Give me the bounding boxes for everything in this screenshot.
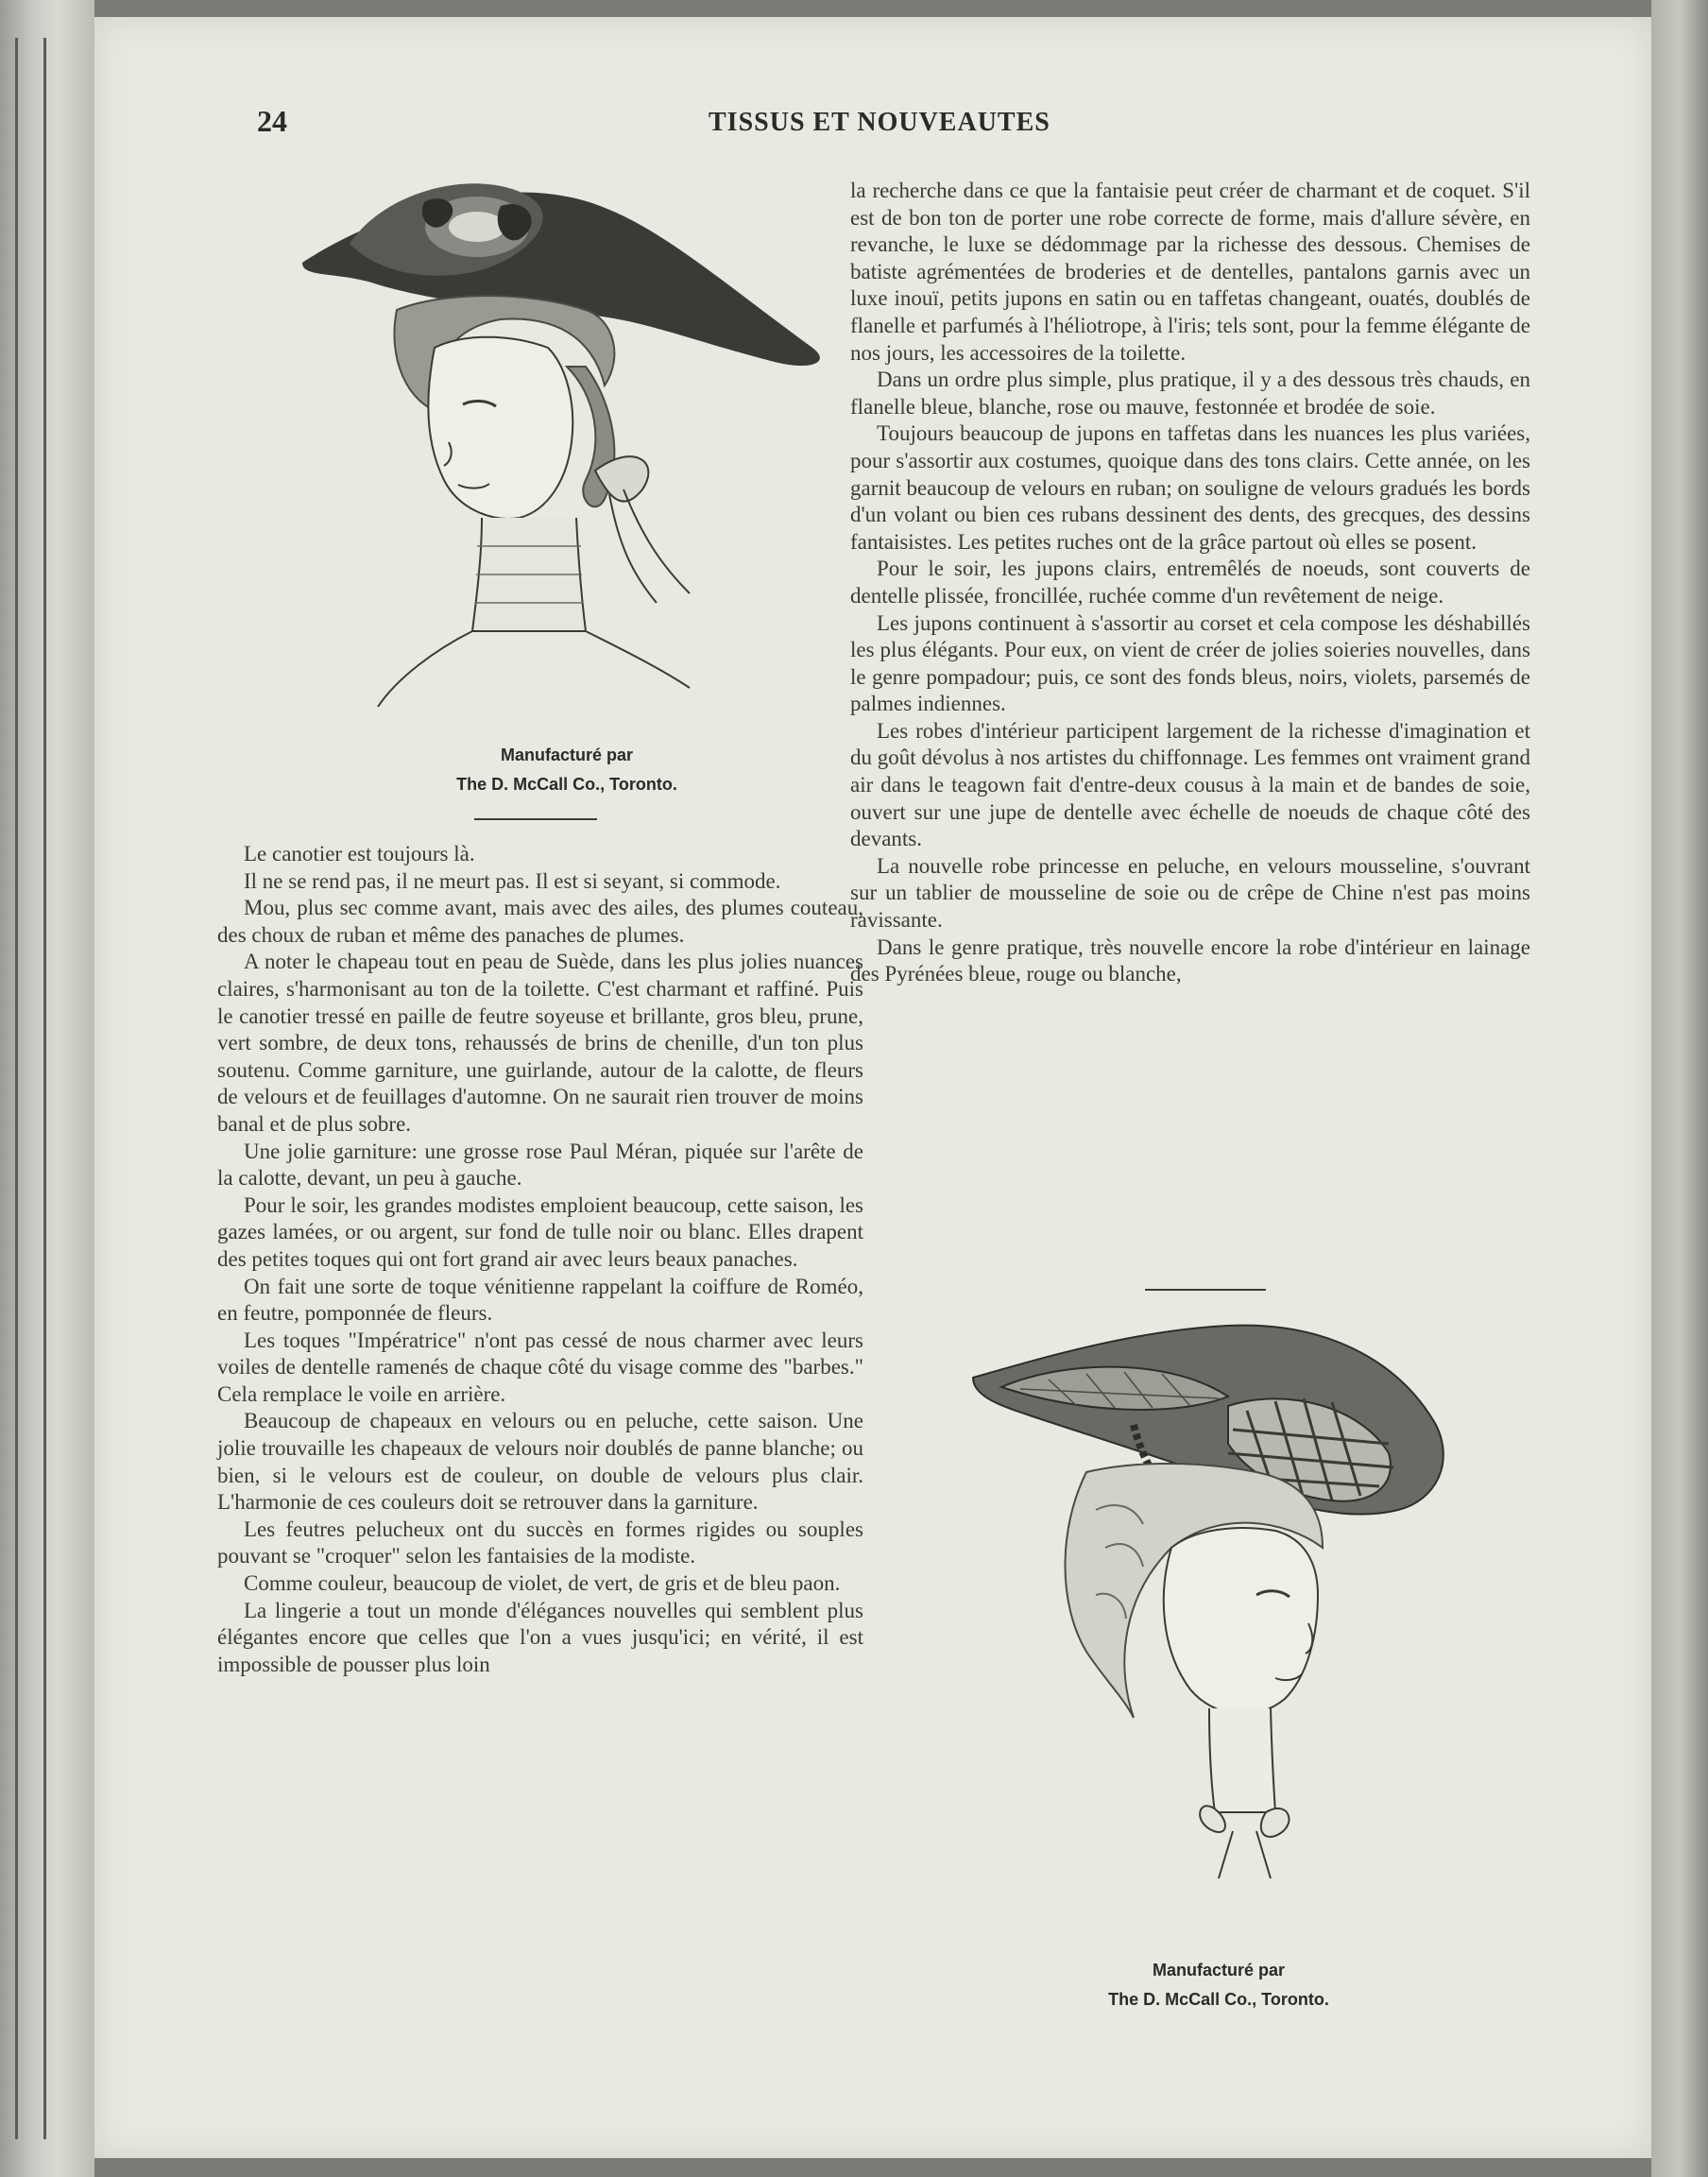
paragraph: Beaucoup de chapeaux en velours ou en peluche, cette saison. Une jolie trouvaille les chapeaux de velours noir doublés de panne blanche; ou bien, si le velours est de couleur, on double de velours plus clair. L'harmonie de ces couleurs doit se retrouver dans la garniture. (217, 1409, 863, 1515)
hat-illustration-bottom (945, 1321, 1474, 1888)
paragraph: La nouvelle robe princesse en peluche, en velours mousseline, s'ouvrant sur un tablier de mousseline de soie ou de crêpe de Chine n'est pas moins ravissante. (850, 853, 1530, 933)
paragraph: Comme couleur, beaucoup de violet, de vert, de gris et de bleu paon. (244, 1571, 841, 1596)
paragraph: Les toques "Impératrice" n'ont pas cessé de nous charmer avec leurs voiles de dentelle ramenés de chaque côté du visage comme des "barbes." Cela remplace le voile en arrière. (217, 1328, 863, 1406)
paragraph: On fait une sorte de toque vénitienne rappelant la coiffure de Roméo, en feutre, pomponnée de fleurs. (217, 1274, 863, 1326)
binding-edge-left (0, 0, 94, 2177)
right-column-text (850, 178, 1530, 988)
paragraph: Dans le genre pratique, très nouvelle encore la robe d'intérieur en lainage des Pyrénées bleue, rouge ou blanche, (850, 934, 1530, 986)
hat-illustration-top (283, 159, 850, 726)
paragraph: la recherche dans ce que la fantaisie peut créer de charmant et de coquet. S'il est de bon ton de porter une robe correcte de forme, mais d'allure sévère, en revanche, le luxe se dédommage par la richesse des dessous. Chemises de batiste agrémentées de broderies et de dentelles, pantalons garnis avec un luxe inouï, petits jupons en satin ou en taffetas changeant, ouatés, doublés de flanelle et parfumés à l'héliotrope, à l'iris; tels sont, pour la femme élégante de nos jours, les accessoires de la toilette. (850, 179, 1530, 365)
paragraph: Le canotier est toujours là. (244, 842, 475, 866)
paragraph: Les feutres pelucheux ont du succès en formes rigides ou souples pouvant se "croquer" selon les fantaisies de la modiste. (217, 1517, 863, 1568)
magazine-page (94, 17, 1651, 2158)
paragraph: Les robes d'intérieur participent largement de la richesse d'imagination et du goût dévolus à nos artistes du chiffonnage. Les femmes ont vraiment grand air dans le teagown fait d'entre-deux cousus à la main et de bandes de soie, ouvert sur une jupe de dentelle avec échelle de noeuds de chaque côté des devants. (850, 718, 1530, 851)
binding-line (15, 38, 18, 2139)
woman-with-feathered-hat-illustration (283, 159, 850, 726)
paragraph: Pour le soir, les jupons clairs, entremêlés de noeuds, sont couverts de dentelle plissée, froncillée, ruchée comme d'un revêtement de neige. (850, 557, 1530, 608)
paragraph: Une jolie garniture: une grosse rose Paul Méran, piquée sur l'arête de la calotte, devant, un peu à gauche. (217, 1139, 863, 1191)
paragraph: Les jupons continuent à s'assortir au corset et cela compose les déshabillés les plus élégants. Pour eux, on vient de créer de jolies soieries nouvelles, dans le genre pompadour; puis, ce sont des fonds bleus, noirs, violets, parsemés de palmes indiennes. (850, 610, 1530, 716)
caption-bottom-line2: The D. McCall Co., Toronto. (1108, 1990, 1329, 2009)
caption-bottom (1039, 1956, 1398, 2014)
page-number: 24 (257, 104, 287, 138)
woman-with-plaid-toque-illustration (945, 1321, 1474, 1888)
left-column-text (217, 841, 863, 1678)
binding-edge-right (1651, 0, 1708, 2177)
caption-top (378, 741, 756, 799)
paragraph: Il ne se rend pas, il ne meurt pas. Il est si seyant, si commode. (244, 868, 781, 893)
caption-rule-top (474, 818, 597, 820)
running-head-title: TISSUS ET NOUVEAUTES (709, 108, 1050, 137)
binding-line (43, 38, 46, 2139)
caption-bottom-line1: Manufacturé par (1152, 1961, 1286, 1980)
paragraph: Mou, plus sec comme avant, mais avec des ailes, des plumes couteau, des choux de ruban et même des panaches de plumes. (217, 896, 863, 947)
caption-top-line2: The D. McCall Co., Toronto. (456, 775, 677, 794)
paragraph: A noter le chapeau tout en peau de Suède, dans les plus jolies nuances claires, s'harmonisant au ton de la toilette. C'est charmant et raffiné. Puis le canotier tressé en paille de feutre soyeuse et brillante, gros bleu, prune, vert sombre, de deux tons, rehaussés de brins de chenille, d'un ton plus soutenu. Comme garniture, une guirlande, autour de la calotte, de fleurs de velours et de feuillages d'automne. On ne saurait rien trouver de moins banal et de plus sobre. (217, 950, 863, 1136)
paragraph: La lingerie a tout un monde d'élégances nouvelles qui semblent plus élégantes encore que celles que l'on a vues jusqu'ici; en vérité, il est impossible de pousser plus loin (217, 1598, 863, 1676)
paragraph: Toujours beaucoup de jupons en taffetas dans les nuances les plus variées, pour s'assortir aux costumes, quoique dans des tons clairs. Cette année, on les garnit beaucoup de velours en ruban; on souligne de velours gradués les bords d'un volant ou bien ces rubans dessinent des dents, des grecques, des dessins fantaisistes. Les petites ruches ont de la grâce partout où elles se posent. (850, 421, 1530, 554)
section-rule-right (1145, 1289, 1266, 1291)
paragraph: Dans un ordre plus simple, plus pratique, il y a des dessous très chauds, en flanelle bleue, blanche, rose ou mauve, festonnée et brodée de soie. (850, 368, 1530, 419)
paragraph: Pour le soir, les grandes modistes emploient beaucoup, cette saison, les gazes lamées, or ou argent, sur fond de tulle noir ou blanc. Elles drapent des petites toques qui ont fort grand air avec leurs beaux panaches. (217, 1192, 863, 1271)
caption-top-line1: Manufacturé par (500, 746, 634, 764)
